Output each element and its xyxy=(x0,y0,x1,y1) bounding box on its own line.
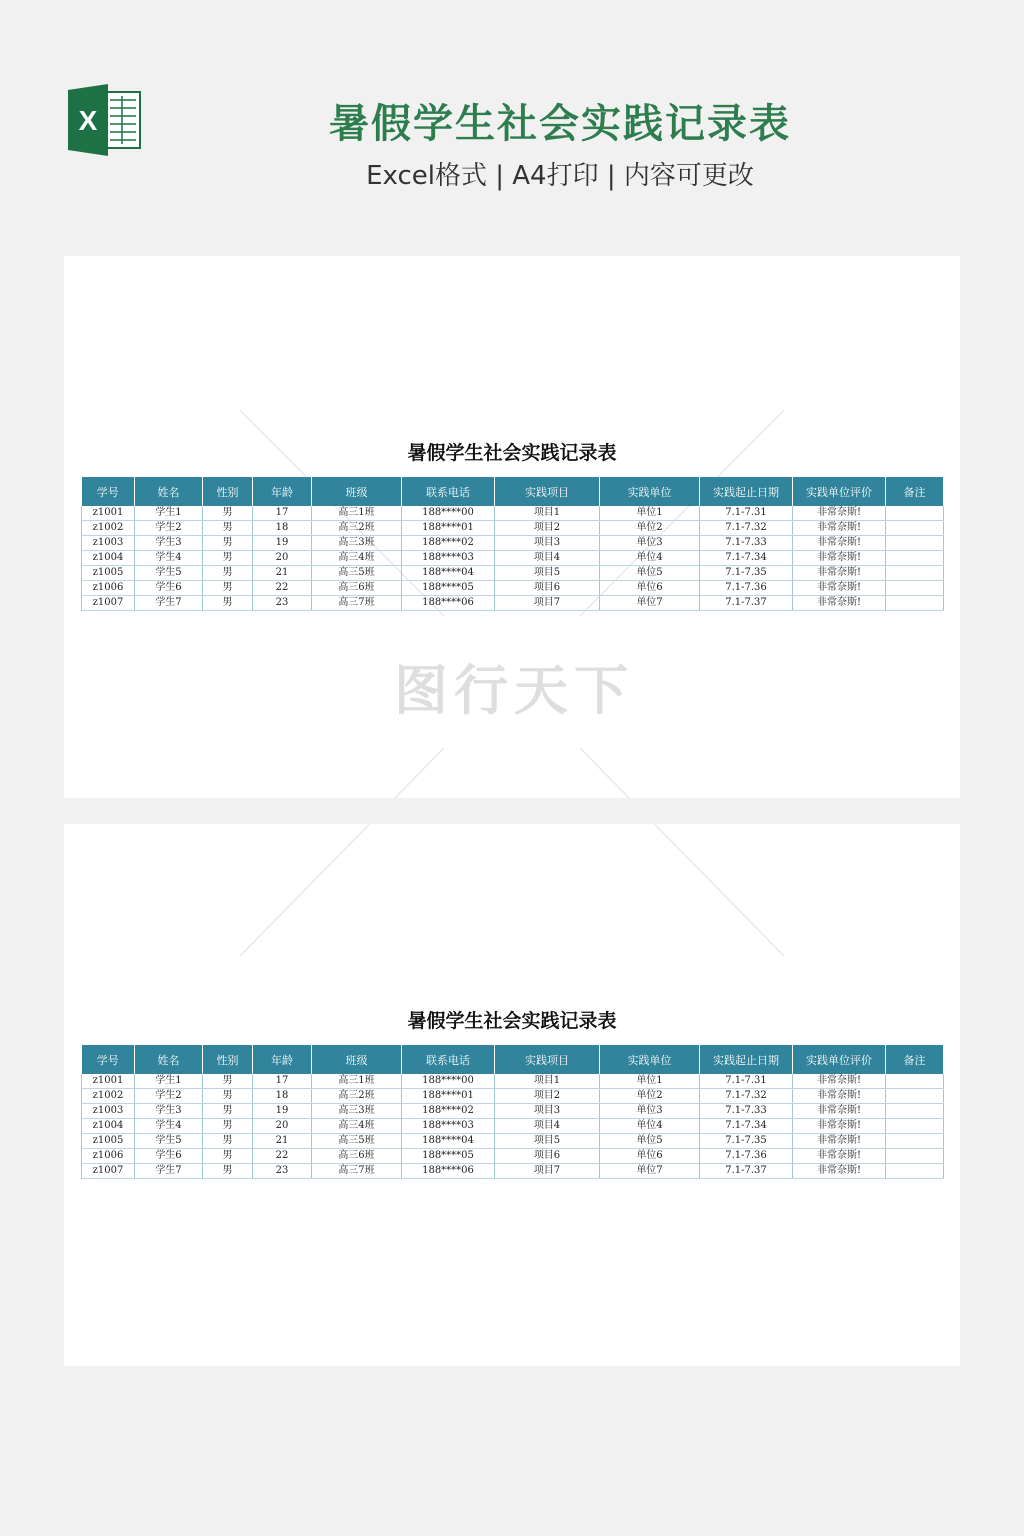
table-cell: 男 xyxy=(203,1074,253,1089)
table-cell: 项目6 xyxy=(495,1149,600,1164)
column-header: 学号 xyxy=(82,1045,135,1074)
table-cell: 高三4班 xyxy=(312,551,402,566)
table-cell: 非常奈斯! xyxy=(793,566,886,581)
table-cell: 男 xyxy=(203,1119,253,1134)
table-cell: 非常奈斯! xyxy=(793,521,886,536)
table-cell: 非常奈斯! xyxy=(793,596,886,611)
table-row xyxy=(82,551,944,566)
table-cell: 单位3 xyxy=(600,536,700,551)
table-cell: 非常奈斯! xyxy=(793,506,886,521)
table-cell: 18 xyxy=(253,1089,312,1104)
table-cell: 188****03 xyxy=(402,1119,495,1134)
table-cell xyxy=(886,1074,944,1089)
table-cell: 17 xyxy=(253,506,312,521)
table-cell: 学生4 xyxy=(135,1119,203,1134)
sheet-preview-1 xyxy=(64,256,960,798)
table-cell xyxy=(886,1149,944,1164)
table-cell: 学生4 xyxy=(135,551,203,566)
table-cell: 非常奈斯! xyxy=(793,1149,886,1164)
table-row xyxy=(82,506,944,521)
table-cell: 非常奈斯! xyxy=(793,551,886,566)
table-row xyxy=(82,1089,944,1104)
table-row xyxy=(82,596,944,611)
table-cell: 高三7班 xyxy=(312,1164,402,1179)
table-cell: 单位2 xyxy=(600,1089,700,1104)
table-cell: 学生5 xyxy=(135,566,203,581)
table-cell: 7.1-7.37 xyxy=(700,596,793,611)
table-cell: 22 xyxy=(253,581,312,596)
table-cell xyxy=(886,1164,944,1179)
table-row xyxy=(82,1134,944,1149)
table-cell xyxy=(886,581,944,596)
table-cell xyxy=(886,1134,944,1149)
table-cell: 18 xyxy=(253,521,312,536)
table-cell: 188****00 xyxy=(402,1074,495,1089)
table-cell: z1007 xyxy=(82,596,135,611)
table-row xyxy=(82,1074,944,1089)
table-cell: 高三7班 xyxy=(312,596,402,611)
table-row xyxy=(82,566,944,581)
table-cell: 项目3 xyxy=(495,1104,600,1119)
table-cell xyxy=(886,566,944,581)
column-header: 备注 xyxy=(886,477,944,506)
table-cell: 单位5 xyxy=(600,1134,700,1149)
column-header: 学号 xyxy=(82,477,135,506)
column-header: 年龄 xyxy=(253,477,312,506)
table-header-row xyxy=(82,477,944,506)
table-cell: 188****02 xyxy=(402,536,495,551)
table-body xyxy=(82,506,944,611)
table-cell: 非常奈斯! xyxy=(793,1089,886,1104)
table-cell: 学生7 xyxy=(135,1164,203,1179)
table-cell: 19 xyxy=(253,536,312,551)
table-cell: 高三4班 xyxy=(312,1119,402,1134)
table-cell: 7.1-7.34 xyxy=(700,551,793,566)
column-header: 性别 xyxy=(203,477,253,506)
table-cell: z1003 xyxy=(82,1104,135,1119)
column-header: 实践起止日期 xyxy=(700,477,793,506)
table-cell: 高三2班 xyxy=(312,1089,402,1104)
table-cell: 7.1-7.33 xyxy=(700,1104,793,1119)
table-cell: 188****01 xyxy=(402,1089,495,1104)
table-cell: 项目1 xyxy=(495,1074,600,1089)
table-cell: 188****02 xyxy=(402,1104,495,1119)
table-row xyxy=(82,1104,944,1119)
table-cell: 高三1班 xyxy=(312,1074,402,1089)
table-cell: 单位1 xyxy=(600,506,700,521)
table-cell: z1005 xyxy=(82,1134,135,1149)
table-cell: 男 xyxy=(203,521,253,536)
column-header: 实践单位 xyxy=(600,477,700,506)
column-header: 实践单位 xyxy=(600,1045,700,1074)
table-cell: 项目5 xyxy=(495,1134,600,1149)
record-table xyxy=(81,477,944,611)
table-cell: 学生6 xyxy=(135,581,203,596)
column-header: 实践项目 xyxy=(495,477,600,506)
record-table xyxy=(81,1045,944,1179)
table-cell: 项目3 xyxy=(495,536,600,551)
table-cell: z1001 xyxy=(82,506,135,521)
table-cell: 单位6 xyxy=(600,1149,700,1164)
table-cell xyxy=(886,551,944,566)
table-cell: 男 xyxy=(203,596,253,611)
table-cell: 7.1-7.35 xyxy=(700,1134,793,1149)
table-cell xyxy=(886,1104,944,1119)
table-cell: 项目4 xyxy=(495,1119,600,1134)
table-cell: 188****03 xyxy=(402,551,495,566)
table-cell: 学生7 xyxy=(135,596,203,611)
table-cell: 188****04 xyxy=(402,1134,495,1149)
table-cell: 非常奈斯! xyxy=(793,1164,886,1179)
table-row xyxy=(82,536,944,551)
table-cell: 男 xyxy=(203,1164,253,1179)
table-cell: 17 xyxy=(253,1074,312,1089)
table-cell xyxy=(886,536,944,551)
table-cell: 高三3班 xyxy=(312,536,402,551)
table-cell: 高三1班 xyxy=(312,506,402,521)
table-cell: 男 xyxy=(203,551,253,566)
table-cell: 非常奈斯! xyxy=(793,581,886,596)
table-cell: z1002 xyxy=(82,1089,135,1104)
table-cell: 188****00 xyxy=(402,506,495,521)
table-cell: z1006 xyxy=(82,581,135,596)
table-cell: 项目2 xyxy=(495,1089,600,1104)
table-cell: 7.1-7.36 xyxy=(700,581,793,596)
table-cell: 21 xyxy=(253,566,312,581)
table-cell: 188****06 xyxy=(402,596,495,611)
table-cell: 7.1-7.35 xyxy=(700,566,793,581)
table-cell: 男 xyxy=(203,581,253,596)
table-cell: 高三3班 xyxy=(312,1104,402,1119)
table-cell: 学生1 xyxy=(135,1074,203,1089)
table-cell: 单位7 xyxy=(600,1164,700,1179)
column-header: 实践起止日期 xyxy=(700,1045,793,1074)
table-cell: 单位5 xyxy=(600,566,700,581)
table-cell: 7.1-7.37 xyxy=(700,1164,793,1179)
table-cell xyxy=(886,596,944,611)
table-row xyxy=(82,581,944,596)
table-cell: z1006 xyxy=(82,1149,135,1164)
table-cell: 188****05 xyxy=(402,1149,495,1164)
table-cell: 188****04 xyxy=(402,566,495,581)
table-cell: 7.1-7.34 xyxy=(700,1119,793,1134)
table-cell xyxy=(886,1089,944,1104)
table-cell: 22 xyxy=(253,1149,312,1164)
table-cell: 21 xyxy=(253,1134,312,1149)
table-cell: 项目6 xyxy=(495,581,600,596)
table-cell: 学生5 xyxy=(135,1134,203,1149)
page-header xyxy=(0,0,1024,240)
table-cell: 学生6 xyxy=(135,1149,203,1164)
table-row xyxy=(82,1164,944,1179)
table-cell: z1007 xyxy=(82,1164,135,1179)
table-cell: 单位4 xyxy=(600,1119,700,1134)
column-header: 年龄 xyxy=(253,1045,312,1074)
table-cell: 男 xyxy=(203,1089,253,1104)
table-cell: 23 xyxy=(253,596,312,611)
table-cell: 20 xyxy=(253,1119,312,1134)
table-cell: 男 xyxy=(203,566,253,581)
table-cell: 男 xyxy=(203,1134,253,1149)
table-row xyxy=(82,521,944,536)
watermark-text: 图行天下 xyxy=(394,658,634,722)
table-cell: 非常奈斯! xyxy=(793,1134,886,1149)
table-cell: 学生1 xyxy=(135,506,203,521)
table-cell: 学生3 xyxy=(135,536,203,551)
table-cell xyxy=(886,506,944,521)
table-cell: 188****01 xyxy=(402,521,495,536)
table-cell: 单位2 xyxy=(600,521,700,536)
page-title: 暑假学生社会实践记录表 xyxy=(329,101,791,147)
table-cell: 非常奈斯! xyxy=(793,1119,886,1134)
table-cell: 20 xyxy=(253,551,312,566)
column-header: 联系电话 xyxy=(402,477,495,506)
table-cell: 7.1-7.32 xyxy=(700,1089,793,1104)
table-cell: 男 xyxy=(203,1149,253,1164)
excel-logo-letter: X xyxy=(78,105,98,136)
table-cell: 男 xyxy=(203,506,253,521)
table-cell: z1001 xyxy=(82,1074,135,1089)
column-header: 实践单位评价 xyxy=(793,477,886,506)
table-cell: 项目7 xyxy=(495,596,600,611)
table-cell: 男 xyxy=(203,1104,253,1119)
table-cell: z1004 xyxy=(82,551,135,566)
table-cell: 单位4 xyxy=(600,551,700,566)
table-cell: 非常奈斯! xyxy=(793,1104,886,1119)
excel-icon xyxy=(66,84,144,156)
sheet-title: 暑假学生社会实践记录表 xyxy=(407,442,617,464)
table-row xyxy=(82,1149,944,1164)
table-cell: 学生2 xyxy=(135,1089,203,1104)
table-cell: z1004 xyxy=(82,1119,135,1134)
table-cell xyxy=(886,1119,944,1134)
table-cell: 188****05 xyxy=(402,581,495,596)
column-header: 备注 xyxy=(886,1045,944,1074)
page-subtitle: Excel格式 | A4打印 | 内容可更改 xyxy=(366,161,754,191)
table-cell: 单位7 xyxy=(600,596,700,611)
sheet-preview-2 xyxy=(64,824,960,1366)
table-cell: 高三6班 xyxy=(312,581,402,596)
table-cell: 7.1-7.31 xyxy=(700,1074,793,1089)
table-cell: 非常奈斯! xyxy=(793,1074,886,1089)
table-cell: 单位6 xyxy=(600,581,700,596)
table-cell: 项目4 xyxy=(495,551,600,566)
table-cell: z1005 xyxy=(82,566,135,581)
table-cell: z1003 xyxy=(82,536,135,551)
table-cell: 188****06 xyxy=(402,1164,495,1179)
table-cell: 项目7 xyxy=(495,1164,600,1179)
table-cell: 男 xyxy=(203,536,253,551)
table-body xyxy=(82,1074,944,1179)
column-header: 性别 xyxy=(203,1045,253,1074)
table-cell: 高三2班 xyxy=(312,521,402,536)
table-cell: 7.1-7.33 xyxy=(700,536,793,551)
table-cell: 学生3 xyxy=(135,1104,203,1119)
column-header: 姓名 xyxy=(135,477,203,506)
table-cell: 项目5 xyxy=(495,566,600,581)
table-cell: 7.1-7.31 xyxy=(700,506,793,521)
table-cell: 单位3 xyxy=(600,1104,700,1119)
table-cell: 单位1 xyxy=(600,1074,700,1089)
table-cell: 高三5班 xyxy=(312,1134,402,1149)
table-header-row xyxy=(82,1045,944,1074)
table-cell: 非常奈斯! xyxy=(793,536,886,551)
table-cell: 高三6班 xyxy=(312,1149,402,1164)
sheet-title: 暑假学生社会实践记录表 xyxy=(407,1010,617,1032)
table-cell: 项目1 xyxy=(495,506,600,521)
table-cell: 高三5班 xyxy=(312,566,402,581)
column-header: 联系电话 xyxy=(402,1045,495,1074)
table-cell: 7.1-7.32 xyxy=(700,521,793,536)
table-cell: z1002 xyxy=(82,521,135,536)
table-cell: 项目2 xyxy=(495,521,600,536)
table-row xyxy=(82,1119,944,1134)
table-cell: 23 xyxy=(253,1164,312,1179)
table-cell: 学生2 xyxy=(135,521,203,536)
table-cell: 19 xyxy=(253,1104,312,1119)
column-header: 姓名 xyxy=(135,1045,203,1074)
column-header: 班级 xyxy=(312,477,402,506)
column-header: 实践项目 xyxy=(495,1045,600,1074)
column-header: 班级 xyxy=(312,1045,402,1074)
table-cell: 7.1-7.36 xyxy=(700,1149,793,1164)
table-cell xyxy=(886,521,944,536)
column-header: 实践单位评价 xyxy=(793,1045,886,1074)
